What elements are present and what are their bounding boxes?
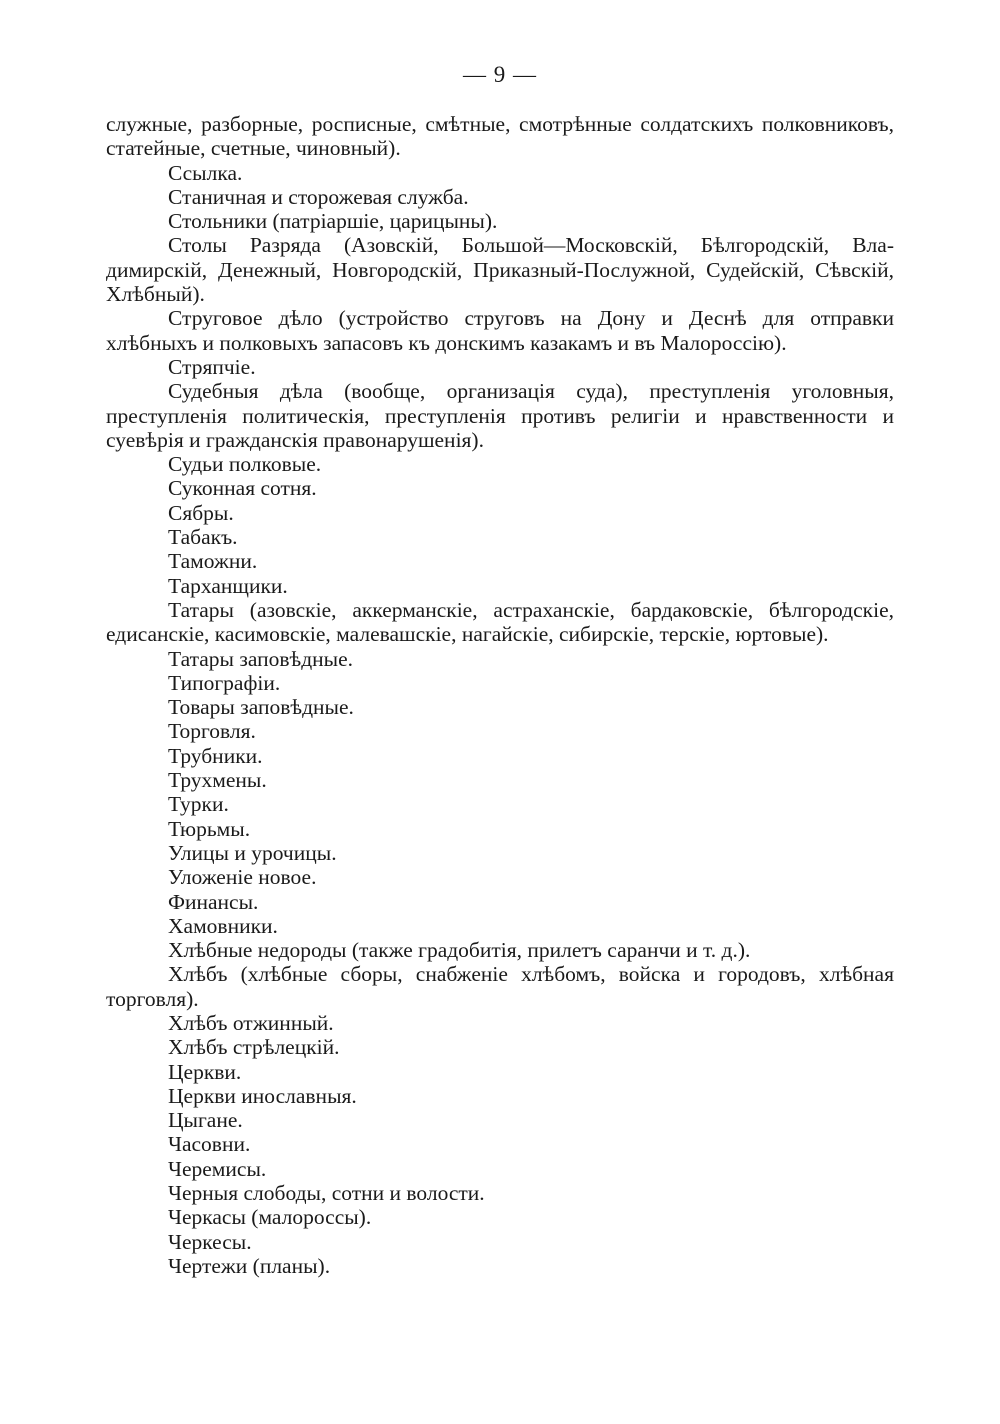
- index-entries: [106, 112, 894, 1278]
- index-entry-continued: служные, разборные, росписные, смѣтные, смотрѣнные солдатскихъ полковниковъ, статейные, счетные, чиновный).: [106, 112, 894, 161]
- index-entry: Таможни.: [168, 549, 258, 574]
- index-entry: Типографіи.: [168, 670, 281, 695]
- index-entry: Товары заповѣдные.: [168, 695, 354, 720]
- index-entry: Табакъ.: [168, 525, 238, 550]
- index-entry: Трухмены.: [168, 768, 267, 793]
- index-entry: Татары (азовскіе, аккерманскіе, астраханскіе, бардаковскіе, бѣлгородскіе, едисанскіе, касимовскіе, малевашскіе, нагайскіе, сибирскіе, терскіе, юртовые).: [106, 597, 894, 647]
- index-entry: Столы Разряда (Азовскій, Большой—Московскій, Бѣлгородскій, Владимирскій, Денежный, Новгородскій, Приказный-Послужной, Судейскій, Сѣвскій, Хлѣбный).: [106, 233, 894, 307]
- index-entry: Трубники.: [168, 743, 263, 768]
- index-entry: Судебныя дѣла (вообще, организація суда), преступленія уголовныя, преступленія политическія, преступленія противъ религіи и нравственности и суевѣрія и гражданскія правонарушенія).: [106, 379, 894, 452]
- index-entry: Церкви инославныя.: [168, 1083, 357, 1108]
- index-entry: Чертежи (планы).: [168, 1253, 331, 1278]
- index-entry: Улицы и урочицы.: [168, 840, 337, 865]
- index-entry: Уложеніе новое.: [168, 865, 317, 890]
- index-entry: Хлѣбъ (хлѣбные сборы, снабженіе хлѣбомъ, войска и городовъ, хлѣбная торговля).: [106, 962, 894, 1011]
- index-entry: Черныя слободы, сотни и волости.: [168, 1181, 485, 1206]
- index-entry: Черкесы.: [168, 1229, 252, 1254]
- index-entry: Стряпчіе.: [168, 354, 256, 379]
- index-entry: Церкви.: [168, 1059, 242, 1084]
- page-number: — 9 —: [463, 62, 537, 87]
- index-entry: Турки.: [168, 792, 229, 817]
- document-page: [106, 58, 894, 1278]
- index-entry: Торговля.: [168, 719, 256, 744]
- index-entry: Ссылка.: [168, 160, 243, 185]
- index-entry: Хлѣбъ стрѣлецкій.: [168, 1035, 340, 1060]
- index-entry: Татары заповѣдные.: [168, 646, 353, 671]
- index-entry: Судьи полковые.: [168, 452, 322, 477]
- index-entry: Часовни.: [168, 1132, 251, 1157]
- index-entry: Цыгане.: [168, 1108, 243, 1133]
- index-entry: Тарханщики.: [168, 573, 288, 598]
- index-entry: Тюрьмы.: [168, 816, 251, 841]
- index-entry: Стольники (патріаршіе, царицыны).: [168, 209, 498, 234]
- index-entry: Сябры.: [168, 500, 234, 525]
- index-entry: Станичная и сторожевая служба.: [168, 184, 469, 209]
- index-entry: Черкасы (малороссы).: [168, 1205, 372, 1230]
- index-entry: Струговое дѣло (устройство струговъ на Дону и Деснѣ для отправки хлѣбныхъ и полковыхъ запасовъ къ донскимъ казакамъ и въ Малороссію).: [106, 306, 894, 355]
- index-entry: Суконная сотня.: [168, 476, 317, 501]
- index-entry: Финансы.: [168, 889, 259, 914]
- index-entry: Хлѣбные недороды (также градобитія, прилетъ саранчи и т. д.).: [168, 938, 751, 963]
- index-entry: Хамовники.: [168, 913, 278, 938]
- index-entry: Хлѣбъ отжинный.: [168, 1010, 334, 1035]
- index-entry: Черемисы.: [168, 1156, 267, 1181]
